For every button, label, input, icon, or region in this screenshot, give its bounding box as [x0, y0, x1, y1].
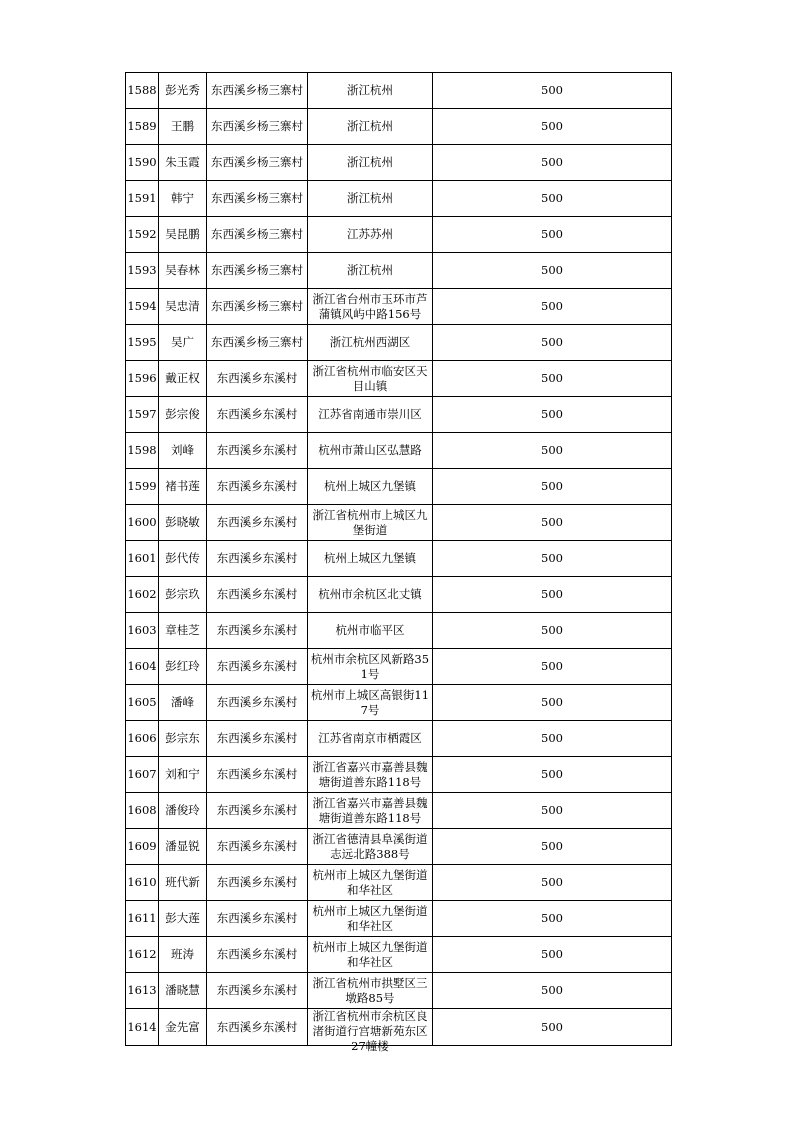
- amount-cell: 500: [433, 793, 672, 829]
- amount-cell: 500: [433, 973, 672, 1009]
- address-cell: [308, 181, 433, 217]
- address-text: 浙江省嘉兴市嘉善县魏塘街道善东路118号: [312, 759, 428, 789]
- village-cell: 东西溪乡杨三寨村: [207, 217, 308, 253]
- row-number-cell: 1589: [126, 109, 159, 145]
- row-number-cell: 1596: [126, 361, 159, 397]
- row-number-cell: 1597: [126, 397, 159, 433]
- name-cell: 彭光秀: [159, 73, 207, 109]
- row-number-cell: 1606: [126, 721, 159, 757]
- village-cell: 东西溪乡东溪村: [207, 937, 308, 973]
- address-cell: [308, 325, 433, 361]
- row-number-cell: 1602: [126, 577, 159, 613]
- amount-cell: 500: [433, 397, 672, 433]
- row-number-cell: 1598: [126, 433, 159, 469]
- amount-cell: 500: [433, 289, 672, 325]
- village-cell: 东西溪乡东溪村: [207, 577, 308, 613]
- table-row: [126, 721, 672, 757]
- name-cell: 彭红玲: [159, 649, 207, 685]
- table-row: [126, 901, 672, 937]
- name-cell: 彭宗俊: [159, 397, 207, 433]
- address-text: 浙江杭州: [347, 83, 393, 97]
- row-number-cell: 1601: [126, 541, 159, 577]
- table-row: [126, 469, 672, 505]
- address-cell: [308, 793, 433, 829]
- name-cell: 彭晓敏: [159, 505, 207, 541]
- name-cell: 吴昆鹏: [159, 217, 207, 253]
- address-text: 浙江省杭州市拱墅区三墩路85号: [312, 975, 428, 1005]
- row-number-cell: 1610: [126, 865, 159, 901]
- name-cell: 王鹏: [159, 109, 207, 145]
- payment-table: [125, 72, 672, 1053]
- village-cell: 东西溪乡东溪村: [207, 901, 308, 937]
- village-cell: 东西溪乡东溪村: [207, 757, 308, 793]
- name-cell: 潘晓慧: [159, 973, 207, 1009]
- row-number-cell: 1607: [126, 757, 159, 793]
- payment-table-sheet: [125, 72, 671, 1053]
- row-number-cell: 1612: [126, 937, 159, 973]
- address-cell: [308, 577, 433, 613]
- address-text: 杭州市萧山区弘慧路: [318, 443, 422, 457]
- address-cell: [308, 937, 433, 973]
- address-cell: [308, 145, 433, 181]
- address-text: 浙江杭州: [347, 119, 393, 133]
- table-row: [126, 613, 672, 649]
- table-row: [126, 577, 672, 613]
- address-text: 浙江杭州: [347, 191, 393, 205]
- name-cell: 班涛: [159, 937, 207, 973]
- amount-cell: 500: [433, 829, 672, 865]
- name-cell: 韩宁: [159, 181, 207, 217]
- row-number-cell: 1603: [126, 613, 159, 649]
- village-cell: 东西溪乡东溪村: [207, 829, 308, 865]
- row-number-cell: 1614: [126, 1009, 159, 1046]
- address-cell: [308, 289, 433, 325]
- address-text: 浙江省嘉兴市嘉善县魏塘街道善东路118号: [312, 795, 428, 825]
- address-text: 杭州市上城区九堡街道和华社区: [312, 939, 428, 969]
- row-number-cell: 1611: [126, 901, 159, 937]
- address-cell: [308, 469, 433, 505]
- village-cell: 东西溪乡东溪村: [207, 613, 308, 649]
- village-cell: 东西溪乡东溪村: [207, 361, 308, 397]
- table-row: [126, 361, 672, 397]
- name-cell: 戴正权: [159, 361, 207, 397]
- table-body: [126, 73, 672, 1053]
- table-row: [126, 865, 672, 901]
- amount-cell: 500: [433, 181, 672, 217]
- amount-cell: 500: [433, 433, 672, 469]
- address-cell: [308, 397, 433, 433]
- table-row: [126, 937, 672, 973]
- village-cell: 东西溪乡东溪村: [207, 685, 308, 721]
- row-number-cell: 1609: [126, 829, 159, 865]
- row-number-cell: 1591: [126, 181, 159, 217]
- name-cell: 潘显锐: [159, 829, 207, 865]
- amount-cell: 500: [433, 217, 672, 253]
- table-row: [126, 325, 672, 361]
- village-cell: 东西溪乡杨三寨村: [207, 73, 308, 109]
- address-text: 浙江省杭州市上城区九堡街道: [312, 507, 428, 537]
- amount-cell: 500: [433, 685, 672, 721]
- address-text: 江苏省南京市栖霞区: [318, 731, 422, 745]
- table-row: [126, 649, 672, 685]
- name-cell: 朱玉霞: [159, 145, 207, 181]
- name-cell: 章桂芝: [159, 613, 207, 649]
- name-cell: 刘和宁: [159, 757, 207, 793]
- address-cell: [308, 721, 433, 757]
- table-row: [126, 829, 672, 865]
- name-cell: 彭宗东: [159, 721, 207, 757]
- address-cell: [308, 973, 433, 1009]
- table-row: [126, 1009, 672, 1046]
- village-cell: 东西溪乡东溪村: [207, 865, 308, 901]
- address-text: 杭州市上城区九堡街道和华社区: [312, 903, 428, 933]
- address-cell: [308, 757, 433, 793]
- address-cell: [308, 829, 433, 865]
- address-text: 浙江杭州西湖区: [329, 335, 411, 349]
- amount-cell: 500: [433, 109, 672, 145]
- address-text: 浙江省台州市玉环市芦蒲镇风屿中路156号: [312, 291, 428, 321]
- address-cell: [308, 613, 433, 649]
- address-cell: [308, 649, 433, 685]
- table-row: [126, 73, 672, 109]
- row-number-cell: 1590: [126, 145, 159, 181]
- amount-cell: 500: [433, 901, 672, 937]
- row-number-cell: 1608: [126, 793, 159, 829]
- row-number-cell: 1604: [126, 649, 159, 685]
- name-cell: 吴春林: [159, 253, 207, 289]
- address-text: 杭州市余杭区风新路351号: [310, 651, 430, 681]
- table-row: [126, 433, 672, 469]
- address-cell: [308, 361, 433, 397]
- amount-cell: 500: [433, 1009, 672, 1046]
- row-number-cell: 1605: [126, 685, 159, 721]
- address-cell: [308, 901, 433, 937]
- amount-cell: 500: [433, 577, 672, 613]
- address-text: 浙江杭州: [347, 263, 393, 277]
- table-row: [126, 253, 672, 289]
- table-row: [126, 505, 672, 541]
- village-cell: 东西溪乡东溪村: [207, 973, 308, 1009]
- table-row: [126, 145, 672, 181]
- address-cell: [308, 433, 433, 469]
- amount-cell: 500: [433, 613, 672, 649]
- table-row: [126, 541, 672, 577]
- address-text: 杭州上城区九堡镇: [324, 479, 416, 493]
- address-text: 杭州市临平区: [335, 623, 405, 637]
- amount-cell: 500: [433, 757, 672, 793]
- amount-cell: 500: [433, 145, 672, 181]
- village-cell: 东西溪乡杨三寨村: [207, 325, 308, 361]
- address-cell: [308, 541, 433, 577]
- row-number-cell: 1595: [126, 325, 159, 361]
- name-cell: 吴忠清: [159, 289, 207, 325]
- village-cell: 东西溪乡东溪村: [207, 649, 308, 685]
- village-cell: 东西溪乡东溪村: [207, 469, 308, 505]
- village-cell: 东西溪乡东溪村: [207, 721, 308, 757]
- village-cell: 东西溪乡东溪村: [207, 397, 308, 433]
- name-cell: 潘峰: [159, 685, 207, 721]
- village-cell: 东西溪乡杨三寨村: [207, 289, 308, 325]
- name-cell: 金先富: [159, 1009, 207, 1046]
- name-cell: 褚书莲: [159, 469, 207, 505]
- address-text: 江苏苏州: [347, 227, 393, 241]
- village-cell: 东西溪乡东溪村: [207, 793, 308, 829]
- amount-cell: 500: [433, 505, 672, 541]
- name-cell: 吴广: [159, 325, 207, 361]
- address-cell: [308, 217, 433, 253]
- name-cell: 彭大莲: [159, 901, 207, 937]
- address-text: 杭州市上城区九堡街道和华社区: [312, 867, 428, 897]
- address-cell: [308, 685, 433, 721]
- village-cell: 东西溪乡杨三寨村: [207, 109, 308, 145]
- address-text: 江苏省南通市崇川区: [318, 407, 422, 421]
- amount-cell: 500: [433, 361, 672, 397]
- village-cell: 东西溪乡杨三寨村: [207, 145, 308, 181]
- address-text: 浙江省杭州市余杭区良渚街道行宫塘新苑东区27幢楼: [312, 1009, 428, 1053]
- address-cell: [308, 1009, 433, 1053]
- table-row: [126, 757, 672, 793]
- village-cell: 东西溪乡杨三寨村: [207, 253, 308, 289]
- village-cell: 东西溪乡东溪村: [207, 541, 308, 577]
- village-cell: 东西溪乡东溪村: [207, 433, 308, 469]
- amount-cell: 500: [433, 469, 672, 505]
- table-row: [126, 793, 672, 829]
- name-cell: 彭宗玖: [159, 577, 207, 613]
- village-cell: 东西溪乡东溪村: [207, 1009, 308, 1046]
- village-cell: 东西溪乡杨三寨村: [207, 181, 308, 217]
- amount-cell: 500: [433, 865, 672, 901]
- table-row: [126, 397, 672, 433]
- row-number-cell: 1613: [126, 973, 159, 1009]
- name-cell: 刘峰: [159, 433, 207, 469]
- table-row: [126, 289, 672, 325]
- amount-cell: 500: [433, 721, 672, 757]
- table-row: [126, 217, 672, 253]
- row-number-cell: 1594: [126, 289, 159, 325]
- address-text: 杭州上城区九堡镇: [324, 551, 416, 565]
- amount-cell: 500: [433, 937, 672, 973]
- address-cell: [308, 505, 433, 541]
- address-text: 杭州市上城区高银街117号: [310, 687, 430, 717]
- amount-cell: 500: [433, 73, 672, 109]
- address-text: 浙江杭州: [347, 155, 393, 169]
- address-text: 浙江省德清县阜溪街道志远北路388号: [312, 831, 428, 861]
- table-row: [126, 685, 672, 721]
- table-row: [126, 109, 672, 145]
- address-text: 杭州市余杭区北丈镇: [318, 587, 422, 601]
- row-number-cell: 1592: [126, 217, 159, 253]
- name-cell: 潘俊玲: [159, 793, 207, 829]
- village-cell: 东西溪乡东溪村: [207, 505, 308, 541]
- row-number-cell: 1593: [126, 253, 159, 289]
- address-cell: [308, 109, 433, 145]
- row-number-cell: 1588: [126, 73, 159, 109]
- name-cell: 彭代传: [159, 541, 207, 577]
- table-row: [126, 973, 672, 1009]
- table-row: [126, 181, 672, 217]
- address-cell: [308, 865, 433, 901]
- name-cell: 班代新: [159, 865, 207, 901]
- amount-cell: 500: [433, 541, 672, 577]
- row-number-cell: 1599: [126, 469, 159, 505]
- amount-cell: 500: [433, 649, 672, 685]
- row-number-cell: 1600: [126, 505, 159, 541]
- amount-cell: 500: [433, 325, 672, 361]
- amount-cell: 500: [433, 253, 672, 289]
- address-cell: [308, 253, 433, 289]
- address-cell: [308, 73, 433, 109]
- address-text: 浙江省杭州市临安区天目山镇: [312, 363, 428, 393]
